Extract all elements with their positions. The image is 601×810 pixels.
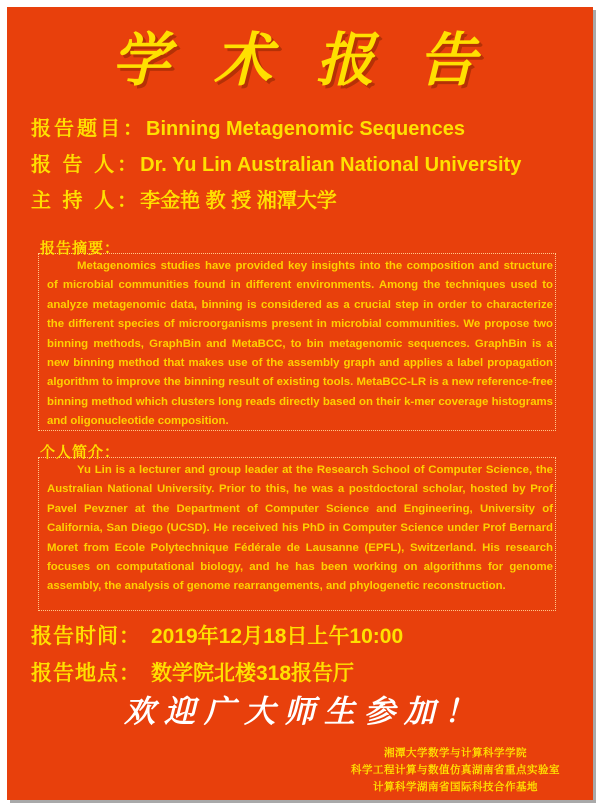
talk-title-value: Binning Metagenomic Sequences [146,118,465,140]
talk-venue-row [31,663,354,684]
welcome-message: 欢迎广大师生参加！ [124,694,484,730]
speaker-value: Dr. Yu Lin Australian National University [140,154,522,176]
host-value: 李金艳 教 授 湘潭大学 [140,190,337,212]
poster-board [7,7,593,800]
organizer-line-1: 湘潭大学数学与计算科学学院 [384,747,527,759]
talk-venue-value: 数学院北楼318报告厅 [151,662,355,685]
host-row [31,191,583,211]
talk-title-label: 报告题目： [31,118,146,140]
talk-title-row [31,119,583,139]
organizer-line-2: 科学工程计算与数值仿真湖南省重点实验室 [351,764,560,776]
abstract-heading: 报告摘要： [40,240,121,257]
organizer-line-3: 计算科学湖南省国际科技合作基地 [373,781,538,793]
speaker-label: 报 告 人： [31,154,141,176]
talk-time-value: 2019年12月18日上午10:00 [151,625,404,648]
bio-heading: 个人简介： [40,444,121,461]
bio-text: Yu Lin is a lecturer and group leader at the Research School of Computer Science, the Australian National University. Prior to this, he was a postdoctoral scholar, hosted by Prof Pavel Pevzner at the Department of Computer Science and Engineering, University of California, San Diego (UCSD). He received his PhD in Computer Science under Prof Bernard Moret from Ecole Polytechnique Fédérale de Lausanne (EPFL), Switzerland. His research focuses on computational biology, and he has been working on algorithms for genome assembly, the analysis of genome rearrangements, and phylogenetic reconstruction. [47,464,553,593]
page-title: 学 术 报 告 [111,26,489,94]
speaker-row [31,155,583,175]
talk-time-label: 报告时间： [31,625,141,648]
talk-time-row [31,626,403,647]
host-label: 主 持 人： [31,190,141,212]
organizer-footer [351,745,560,796]
talk-venue-label: 报告地点： [31,662,141,685]
abstract-text: Metagenomics studies have provided key insights into the composition and structure of microbial communities found in different environments. Among the techniques used to analyze metagenomic data, binning is considered as a crucial step in order to characterize the different species of microorganisms present in microbial communities. We propose two binning methods, GraphBin and MetaBCC, to bin metagenomic sequences. GraphBin is a new binning method that makes use of the assembly graph and applies a label propagation algorithm to improve the binning result of existing tools. MetaBCC-LR is a new reference-free binning method which clusters long reads directly based on their k-mer coverage histograms and oligonucleotide composition. [47,260,553,428]
